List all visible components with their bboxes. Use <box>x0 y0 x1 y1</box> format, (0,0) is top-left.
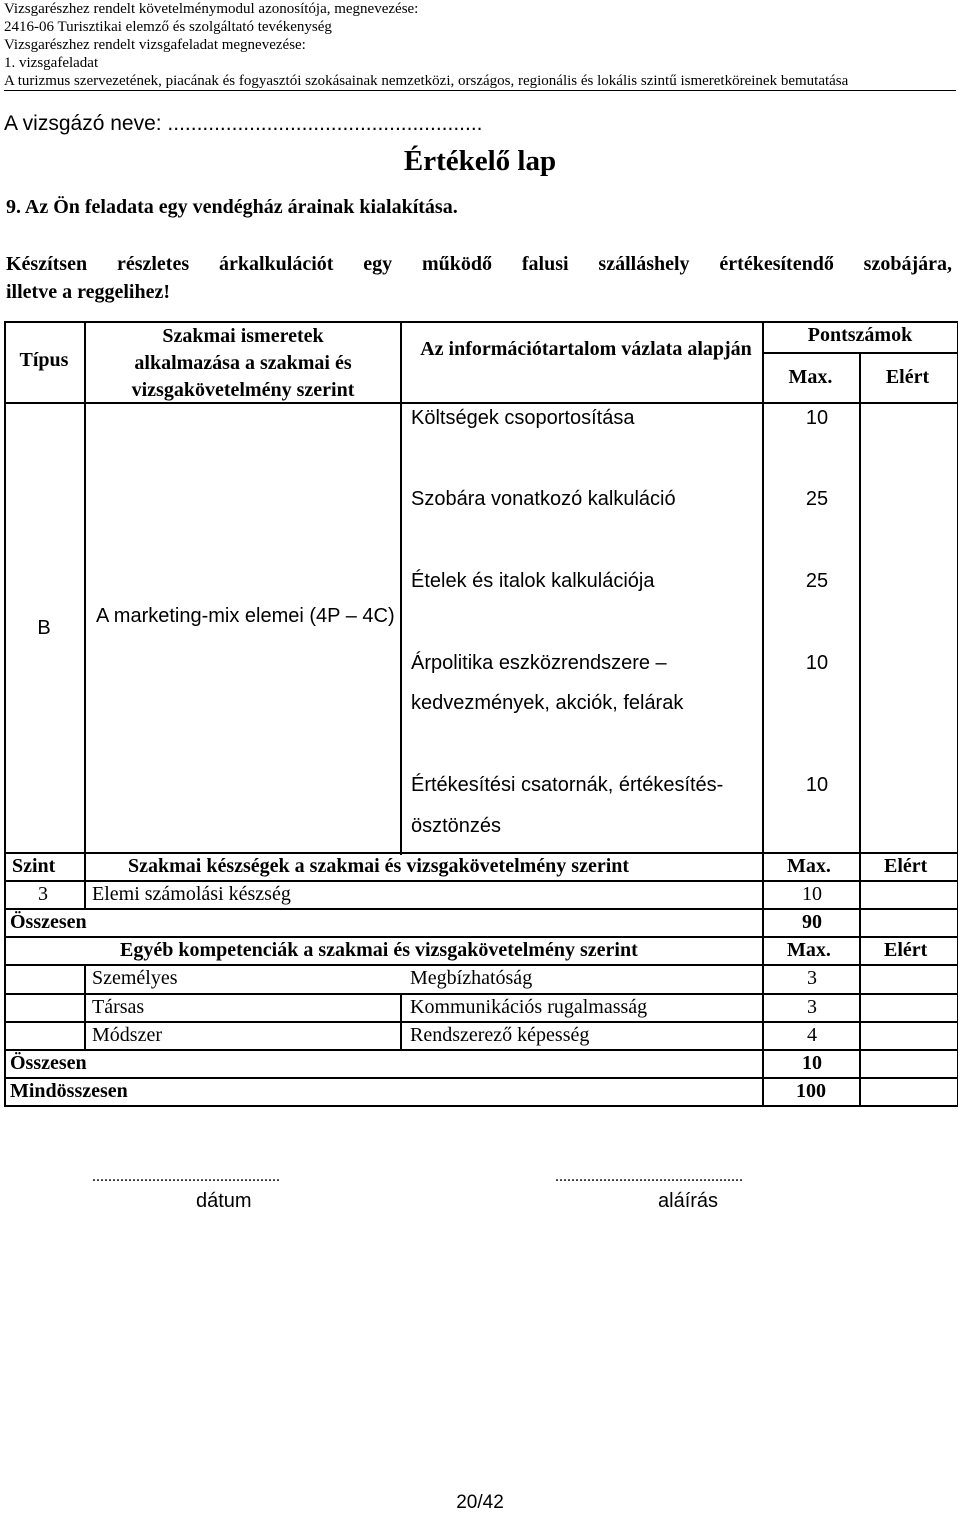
info-item-1: Költségek csoportosítása <box>411 407 635 429</box>
examinee-name-line: A vizsgázó neve: ...................................................... <box>4 112 483 135</box>
competence-category: Módszer <box>92 1024 162 1046</box>
competence-row <box>4 1021 958 1049</box>
info-item-1-max: 10 <box>805 407 829 429</box>
subtotal-2-label: Összesen <box>10 1052 87 1074</box>
date-label: dátum <box>196 1190 252 1212</box>
header-line-5: A turizmus szervezetének, piacának és fogyasztói szokásainak nemzetközi, országos, regionális és lokális szintű ismeretköreinek bemutatása <box>4 72 956 91</box>
column-header-max: Max. <box>788 366 833 388</box>
competence-max: 3 <box>807 996 817 1018</box>
column-header-type: Típus <box>19 349 69 371</box>
skills-table <box>4 852 958 1107</box>
info-item-5-max: 10 <box>805 774 829 796</box>
page-title: Értékelő lap <box>403 145 557 177</box>
signature-dotted-line: ............................................... <box>555 1168 743 1185</box>
skills-header-achieved: Elért <box>884 855 928 877</box>
info-item-4-max: 10 <box>805 652 829 674</box>
type-value: B <box>37 617 51 639</box>
column-header-achieved: Elért <box>885 366 930 388</box>
competence-name: Rendszerező képesség <box>410 1024 590 1046</box>
info-item-4: Árpolitika eszközrendszere – <box>411 652 667 674</box>
skills-header-max: Max. <box>787 855 831 877</box>
skill-name: Elemi számolási készség <box>92 883 291 905</box>
header-line-1: Vizsgarészhez rendelt követelménymodul azonosítója, megnevezése: <box>4 1 419 17</box>
competence-max: 3 <box>807 967 817 989</box>
info-item-4-cont: kedvezmények, akciók, felárak <box>411 692 684 714</box>
header-line-3: Vizsgarészhez rendelt vizsgafeladat megnevezése: <box>4 37 306 53</box>
subtotal-1-max: 90 <box>802 911 822 933</box>
skill-row <box>4 880 958 908</box>
column-header-info: Az információtartalom vázlata alapján <box>420 338 752 360</box>
competence-row <box>4 993 958 1021</box>
skill-max: 10 <box>802 883 822 905</box>
task-statement: 9. Az Ön feladata egy vendégház árainak kialakítása. <box>6 196 458 218</box>
subtotal-row-2 <box>4 1049 958 1077</box>
grand-total-label: Mindösszesen <box>10 1080 128 1102</box>
subtotal-row-1 <box>4 908 958 936</box>
header-line-4: 1. vizsgafeladat <box>4 55 99 71</box>
column-header-points: Pontszámok <box>807 324 913 346</box>
signature-label: aláírás <box>658 1190 719 1212</box>
competence-header-row <box>4 936 958 964</box>
competence-row <box>4 964 958 992</box>
knowledge-table <box>4 321 958 855</box>
page-number: 20/42 <box>456 1492 504 1513</box>
grand-total-max: 100 <box>796 1080 826 1102</box>
subtotal-1-label: Összesen <box>10 911 87 933</box>
info-item-5-cont: ösztönzés <box>411 815 502 837</box>
header-line-2: 2416-06 Turisztikai elemző és szolgáltató tevékenység <box>4 19 332 35</box>
competence-category: Társas <box>92 996 145 1018</box>
competence-header-max: Max. <box>787 939 831 961</box>
skills-header-level: Szint <box>12 855 56 877</box>
competence-name: Kommunikációs rugalmasság <box>410 996 648 1018</box>
column-header-knowledge: Szakmai ismeretek alkalmazása a szakmai és vizsgakövetelmény szerint <box>131 325 355 401</box>
document-header <box>4 0 956 91</box>
competence-header-achieved: Elért <box>884 939 928 961</box>
info-item-3-max: 25 <box>805 570 829 592</box>
subtotal-2-max: 10 <box>802 1052 822 1074</box>
task-description-line-2: illetve a reggelihez! <box>6 281 171 303</box>
competence-name: Megbízhatóság <box>410 967 533 989</box>
info-item-5: Értékesítési csatornák, értékesítés- <box>411 774 724 796</box>
competence-max: 4 <box>807 1024 817 1046</box>
date-dotted-line: ............................................... <box>92 1168 280 1185</box>
grand-total-row <box>4 1077 958 1105</box>
knowledge-value: A marketing-mix elemei (4P – 4C) <box>96 605 395 627</box>
skills-header-row <box>4 852 958 880</box>
info-item-3: Ételek és italok kalkulációja <box>411 570 655 592</box>
info-item-2: Szobára vonatkozó kalkuláció <box>411 488 676 510</box>
task-description-line-1: Készítsen részletes árkalkulációt egy működő falusi szálláshely értékesítendő szobájára, <box>6 253 952 275</box>
info-item-2-max: 25 <box>805 488 829 510</box>
competence-header-title: Egyéb kompetenciák a szakmai és vizsgakövetelmény szerint <box>120 939 638 961</box>
skill-level: 3 <box>38 883 48 905</box>
competence-category: Személyes <box>92 967 178 989</box>
skills-header-title: Szakmai készségek a szakmai és vizsgakövetelmény szerint <box>128 855 630 877</box>
